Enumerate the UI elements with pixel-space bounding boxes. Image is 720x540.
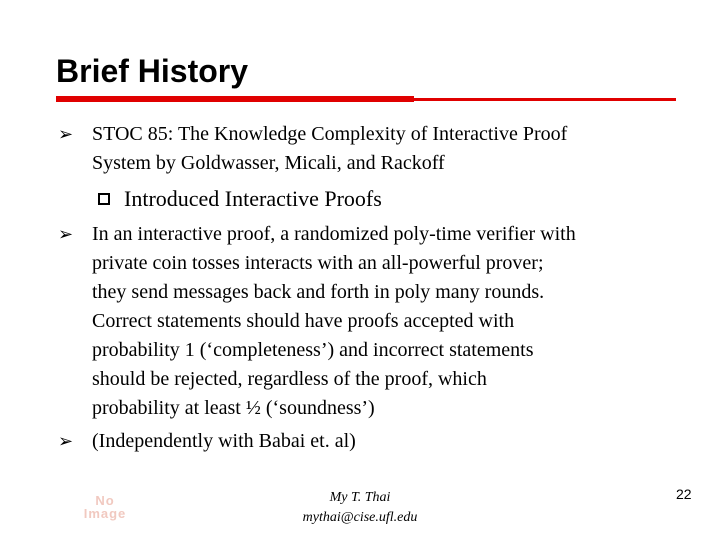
- title-underline-thick: [56, 96, 414, 102]
- bullet-line: should be rejected, regardless of the proof, which: [92, 368, 487, 390]
- sub-bullet-text: Introduced Interactive Proofs: [124, 186, 382, 211]
- footer-author: My T. Thai: [329, 490, 391, 505]
- footer-email: mythai@cise.ufl.edu: [302, 510, 418, 525]
- bullet-line: STOC 85: The Knowledge Complexity of Interactive Proof: [92, 123, 568, 145]
- bullet-interactive-proof: [58, 220, 678, 423]
- slide-title: Brief History: [56, 53, 249, 89]
- bullet-line: probability 1 (‘completeness’) and incorrect statements: [92, 339, 534, 361]
- logo-text: Image: [83, 506, 127, 521]
- bullet-line: Correct statements should have proofs accepted with: [92, 310, 515, 332]
- arrow-bullet-icon: ➢: [58, 224, 74, 245]
- bullet-babai: [58, 427, 678, 456]
- bullet-line: In an interactive proof, a randomized poly-time verifier with: [92, 223, 576, 245]
- bullet-line: System by Goldwasser, Micali, and Rackoff: [92, 152, 445, 174]
- bullet-line: private coin tosses interacts with an all-powerful prover;: [92, 252, 544, 274]
- bullet-line: they send messages back and forth in poly many rounds.: [92, 281, 545, 303]
- checkbox-bullet-icon: [98, 193, 110, 205]
- page-number: 22: [676, 486, 692, 502]
- bullet-stoc85: [58, 120, 678, 178]
- no-image-placeholder-logo: [70, 494, 140, 520]
- logo-text: No: [95, 493, 115, 508]
- bullet-line: (Independently with Babai et. al): [92, 430, 356, 452]
- arrow-bullet-icon: ➢: [58, 124, 74, 145]
- bullet-line: probability at least ½ (‘soundness’): [92, 397, 375, 419]
- title-underline-thin: [414, 98, 676, 101]
- sub-bullet-introduced: [98, 184, 382, 214]
- arrow-bullet-icon: ➢: [58, 431, 74, 452]
- footer-author-block: [260, 488, 460, 528]
